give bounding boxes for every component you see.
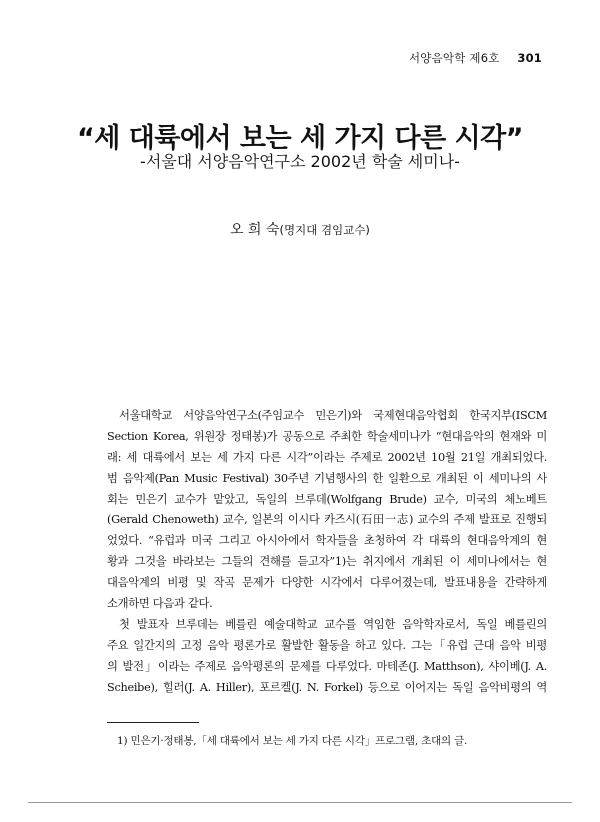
running-header: [409, 50, 542, 66]
body-line: (Gerald Chenoweth) 교수, 일본의 이시다 카즈시(石田一志) 교수의 주제 발표로 진행되: [107, 513, 547, 527]
author-name: 오 희 숙: [230, 222, 280, 238]
body-text: [107, 406, 547, 698]
body-line: 대음악계의 비평 및 작곡 문제가 다양한 시각에서 다루어졌는데, 발표내용을 간략하게: [107, 576, 547, 590]
page-bottom-rule: [28, 802, 572, 803]
article-title: “세 대륙에서 보는 세 가지 다른 시각”: [76, 123, 524, 154]
body-line: 회는 민은기 교수가 맡았고, 독일의 브루데(Wolfgang Brude) 교수, 미국의 체노베트: [107, 492, 547, 506]
journal-name: 서양음악학 제6호: [408, 51, 500, 65]
body-line: 황과 그것을 바라보는 그들의 견해를 듣고자”1)는 취지에서 개최된 이 세미나에서는 현: [107, 555, 547, 569]
body-line: 첫 발표자 브루데는 베를린 예술대학교 교수를 역임한 음악학자로서, 독일 베를린의: [119, 617, 547, 631]
body-line: 서울대학교 서양음악연구소(주임교수 민은기)와 국제현대음악협회 한국지부(ISCM: [119, 409, 547, 422]
body-line: Section Korea, 위원장 정태봉)가 공동으로 주최한 학술세미나가 “현대음악의 현재와 미: [107, 429, 547, 443]
body-line: 범 음악제(Pan Music Festival) 30주년 기념행사의 한 일환으로 개최된 이 세미나의 사: [107, 471, 547, 485]
body-line: 었었다. “유럽과 미국 그리고 아시아에서 학자들을 초청하여 각 대륙의 현대음악계의 현: [107, 534, 547, 548]
body-line: 소개하면 다음과 같다.: [107, 597, 213, 611]
body-line: 래: 세 대륙에서 보는 세 가지 다른 시각”이라는 주제로 2002년 10월 21일 개최되었다.: [107, 450, 547, 464]
footnote: 1) 민은기·정태봉,「세 대륙에서 보는 세 가지 다른 시각」프로그램, 초대의 글.: [117, 735, 468, 747]
body-line: 주요 일간지의 고정 음악 평론가로 활발한 활동을 하고 있다. 그는「유럽 근대 음악 비평: [107, 638, 547, 652]
page-number: 301: [517, 51, 542, 65]
article-subtitle: -서울대 서양음악연구소 2002년 학술 세미나-: [140, 152, 460, 171]
footnote-separator: [107, 722, 199, 723]
body-line: 의 발전」이라는 주제로 음악평론의 문제를 다루었다. 마테존(J. Matthson), 샤이베(J. A.: [107, 659, 547, 673]
body-line: Scheibe), 힐러(J. A. Hiller), 포르켈(J. N. Forkel) 등으로 이어지는 독일 음악비평의 역: [107, 680, 547, 694]
author-line: [0, 219, 600, 239]
author-affiliation: (명지대 겸임교수): [279, 223, 370, 237]
